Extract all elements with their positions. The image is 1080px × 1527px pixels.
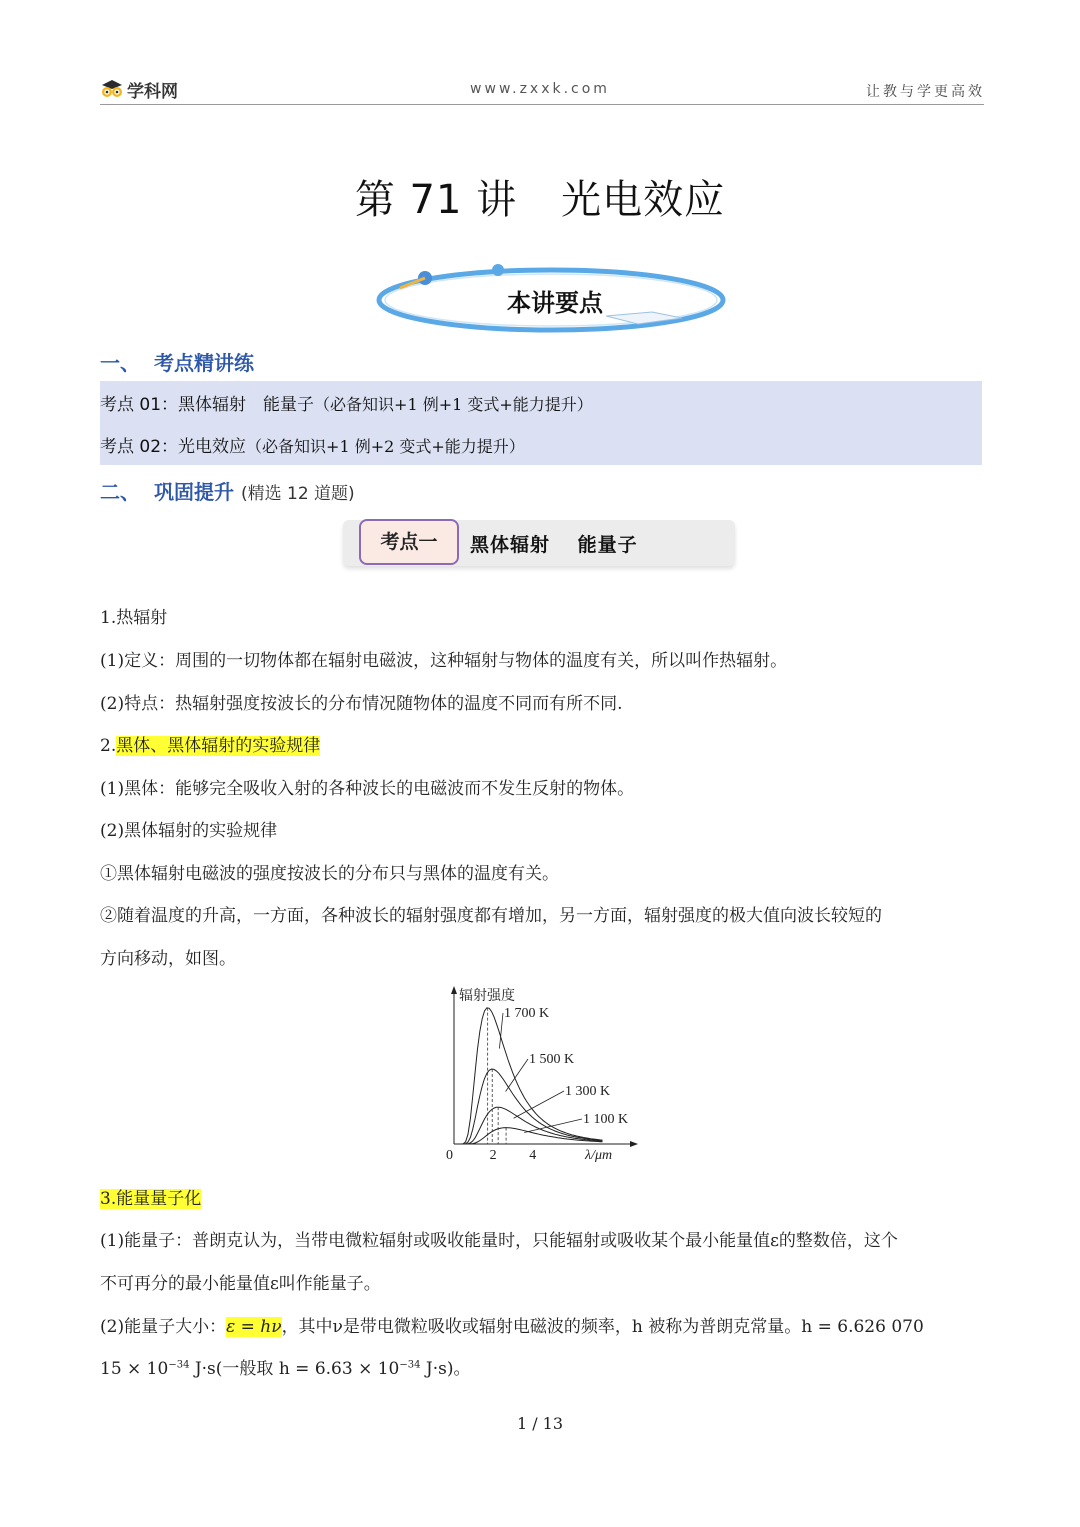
header-divider [100, 104, 984, 105]
heading-thermal-radiation: 1.热辐射 [100, 608, 168, 628]
planck-formula: ε = hν [226, 1317, 282, 1337]
lecture-topic: 光电效应 [561, 177, 726, 223]
toc-detail: （必备知识+1 例+2 变式+能力提升） [246, 437, 525, 456]
paragraph-quantum: (1)能量子：普朗克认为，当带电微粒辐射或吸收能量时，只能辐射或吸收某个最小能量值ε的整数倍，这个 [100, 1231, 898, 1251]
curve-3 [461, 1128, 603, 1144]
paragraph-definition: (1)定义：周围的一切物体都在辐射电磁波，这种辐射与物体的温度有关，所以叫作热辐射。 [100, 651, 788, 671]
paragraph-blackbody: (1)黑体：能够完全吸收入射的各种波长的电磁波而不发生反射的物体。 [100, 779, 635, 799]
blackbody-radiation-chart [440, 982, 650, 1164]
series-label: 1 500 K [529, 1052, 575, 1067]
constant-unit: J·s)。 [420, 1359, 471, 1379]
constant-approx: J·s(一般取 h = 6.63 × 10 [189, 1359, 400, 1379]
toc-label: 考点 02：光电效应 [100, 437, 247, 457]
series-label: 1 300 K [565, 1084, 611, 1099]
y-axis-label: 辐射强度 [459, 989, 515, 1004]
x-tick-label: 4 [529, 1148, 537, 1163]
paragraph-law-2: ②随着温度的升高，一方面，各种波长的辐射强度都有增加，另一方面，辐射强度的极大值向波长较短的 [100, 906, 882, 926]
paragraph-quantum-cont: 不可再分的最小能量值ε叫作能量子。 [100, 1274, 381, 1294]
header-slogan: 让教与学更高效 [866, 84, 985, 100]
heading-number: 2. [100, 736, 117, 756]
paragraph-feature: (2)特点：热辐射强度按波长的分布情况随物体的温度不同而有所不同. [100, 694, 623, 714]
highlighted-heading: 3.能量量子化 [100, 1189, 202, 1209]
topic-tag: 考点一 [359, 519, 459, 565]
text-suffix: ，其中ν是带电微粒吸收或辐射电磁波的频率，h 被称为普朗克常量。h = 6.626 070 [281, 1317, 924, 1337]
toc-item-2[interactable] [100, 432, 525, 457]
series-label: 1 100 K [583, 1112, 629, 1127]
logo-text: 学科网 [127, 81, 178, 102]
paragraph-planck-constant [100, 1354, 470, 1379]
toc-detail: （必备知识+1 例+1 变式+能力提升） [314, 395, 593, 414]
paragraph-law-2-cont: 方向移动，如图。 [100, 949, 236, 969]
text-prefix: (2)能量子大小： [100, 1317, 227, 1337]
label-leader [506, 1059, 528, 1092]
constant-value: 15 × 10 [100, 1359, 169, 1379]
paragraph-law-1: ①黑体辐射电磁波的强度按波长的分布只与黑体的温度有关。 [100, 864, 559, 884]
x-tick-label: 2 [489, 1148, 497, 1163]
section-note: (精选 12 道题) [240, 484, 355, 504]
site-url[interactable]: www.zxxk.com [470, 81, 610, 97]
heading-blackbody [100, 731, 320, 756]
heading-quantization [100, 1184, 201, 1209]
section-title: 考点精讲练 [154, 351, 254, 375]
section-number: 二、 [100, 480, 140, 504]
toc-label: 考点 01：黑体辐射 能量子 [100, 395, 315, 415]
y-axis-arrow [451, 986, 457, 994]
x-axis-arrow [630, 1141, 638, 1147]
paragraph-quantum-size [100, 1312, 924, 1337]
section-heading-2 [100, 476, 355, 505]
x-tick-label: 0 [446, 1148, 453, 1163]
section-heading-1 [100, 347, 254, 376]
exponent: −34 [399, 1359, 421, 1371]
badge-label: 本讲要点 [507, 289, 603, 317]
x-axis-label: λ/μm [585, 1148, 613, 1163]
lecture-number: 第 71 讲 [354, 177, 518, 223]
toc-item-1[interactable] [100, 390, 593, 415]
section-number: 一、 [100, 351, 140, 375]
highlighted-heading: 黑体、黑体辐射的实验规律 [116, 736, 321, 756]
page-title [0, 168, 1080, 225]
exponent: −34 [168, 1359, 190, 1371]
paragraph-laws: (2)黑体辐射的实验规律 [100, 821, 278, 841]
topic-name: 黑体辐射 能量子 [470, 534, 638, 556]
page-number: 1 / 13 [516, 1414, 564, 1433]
series-label: 1 700 K [504, 1006, 550, 1021]
section-title: 巩固提升 [154, 480, 234, 504]
